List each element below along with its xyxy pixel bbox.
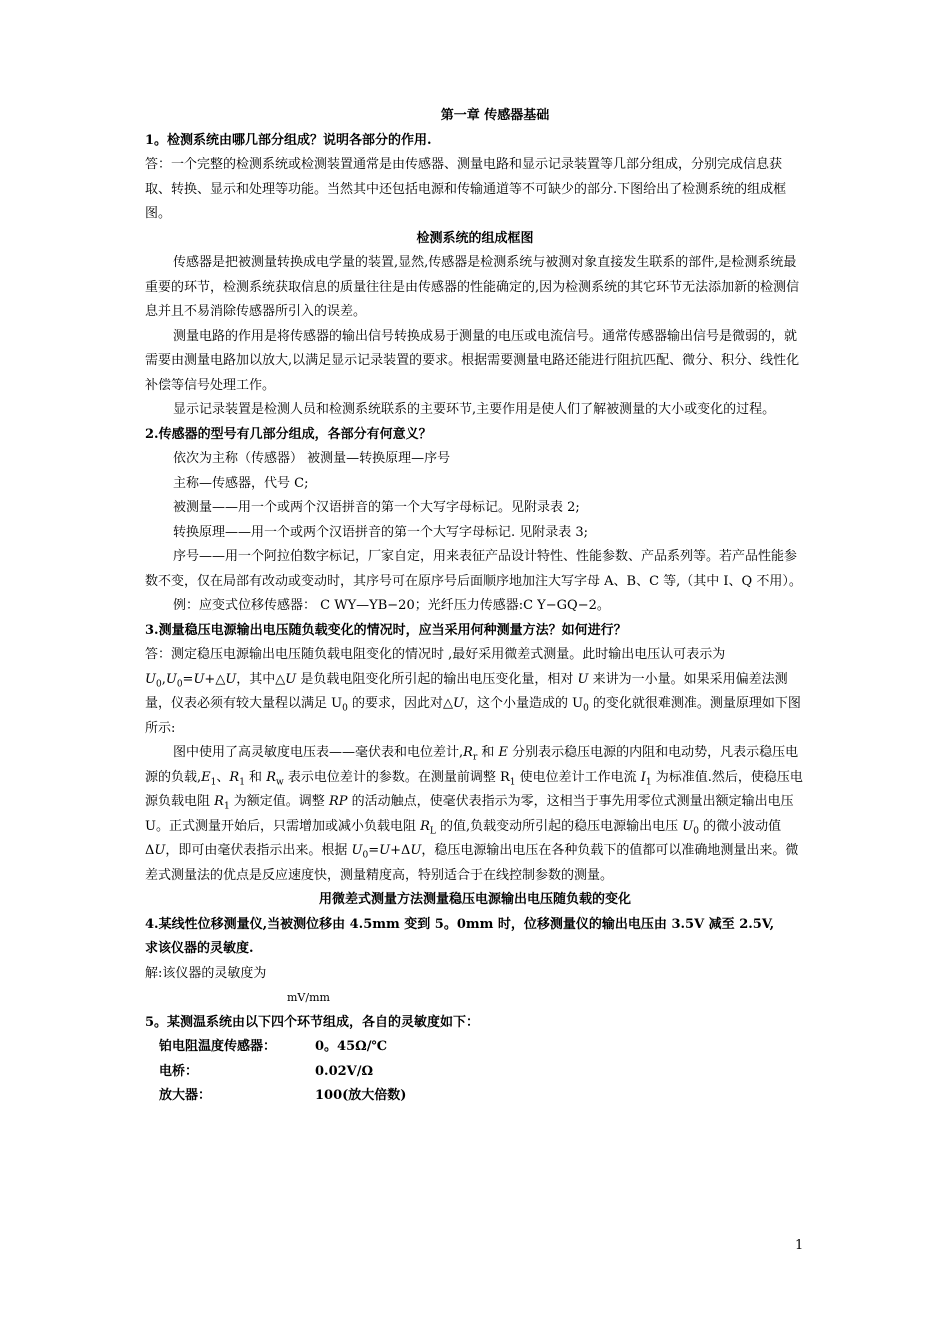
model-line-5: 序号——用一个阿拉伯数字标记，厂家自定，用来表征产品设计特性、性能参数、产品系列等。若产品性能参数不变，仅在局部有改动或变动时，其序号可在原序号后面顺序地加注大写字母 A、B、C 等,（其中 I、Q 不用）。 [145,549,802,589]
question-2: 2.传感器的型号有几部分组成，各部分有何意义？ [145,426,432,442]
model-line-2: 主称—传感器，代号 C; [173,475,309,491]
paragraph-circuit: 测量电路的作用是将传感器的输出信号转换成易于测量的电压或电流信号。通常传感器输出信号是微弱的，就需要由测量电路加以放大,以满足显示记录装置的要求。根据需要测量电路还能进行阻抗匹配、微分、积分、线性化补偿等信号处理工作。 [145,328,800,393]
question-4-line-2: 求该仪器的灵敏度. [145,941,254,956]
solution-4: 解:该仪器的灵敏度为 [145,965,267,981]
question-4-line-1: 4.某线性位移测量仪,当被测位移由 4.5mm 变到 5。0mm 时，位移测量仪的输出电压由 3.5V 减至 2.5V, [145,916,775,932]
chapter-title: 第一章 传感器基础 [440,108,550,123]
question-5: 5。某测温系统由以下四个环节组成，各自的灵敏度如下： [145,1014,480,1030]
sensitivity-unit: mV/mm [287,991,330,1004]
answer-3: 答：测定稳压电源输出电压随负载电阻变化的情况时 ,最好采用微差式测量。此时输出电压认可表示为$U_0,U_0=U+\triangle U$，其中△U 是负载电阻变化所引起的输出电压变化量，相对 U 来讲为一小量。如果采用偏差法测量，仪表必须有较大量程以满足 $U_0$ 的要求，因此对△U，这个小量造成的 $U_0$ 的变化就很难测准。测量原理如下图所示: [145,647,801,736]
model-line-3: 被测量——用一个或两个汉语拼音的第一个大写字母标记。见附录表 2; [173,500,580,515]
model-line-1: 依次为主称（传感器） 被测量—转换原理—序号 [173,451,451,466]
stage-row: 电桥： 0.02V/Ω [159,1063,374,1079]
figure-caption-2: 用微差式测量方法测量稳压电源输出电压随负载的变化 [318,892,631,907]
stage-row: 铂电阻温度传感器： 0。45Ω/℃ [159,1039,388,1054]
question-1: 1。检测系统由哪几部分组成？说明各部分的作用. [145,132,432,148]
figure-caption-1: 检测系统的组成框图 [416,230,534,246]
paragraph-sensor: 传感器是把被测量转换成电学量的装置,显然,传感器是检测系统与被测对象直接发生联系的部件,是检测系统最重要的环节，检测系统获取信息的质量往往是由传感器的性能确定的,因为检测系统的其它环节无法添加新的检测信息并且不易消除传感器所引入的误差。 [145,255,800,319]
document-body [145,104,805,1109]
paragraph-display: 显示记录装置是检测人员和检测系统联系的主要环节,主要作用是使人们了解被测量的大小或变化的过程。 [173,402,776,417]
page-number: 1 [795,1238,804,1253]
stage-row: 放大器： 100(放大倍数) [159,1088,407,1103]
question-3: 3.测量稳压电源输出电压随负载变化的情况时，应当采用何种测量方法？如何进行？ [145,622,627,638]
model-example: 例：应变式位移传感器： C WY—YB−20；光纤压力传感器:C Y−GQ−2。 [173,598,610,613]
answer-1: 答：一个完整的检测系统或检测装置通常是由传感器、测量电路和显示记录装置等几部分组成，分别完成信息获取、转换、显示和处理等功能。当然其中还包括电源和传输通道等不可缺少的部分.下图给出了检测系统的组成框图。 [145,157,787,221]
paragraph-principle: 图中使用了高灵敏度电压表——毫伏表和电位差计$,R_r$ 和 E 分别表示稳压电源的内阻和电动势，凡表示稳压电源的负载$,E_1$、$R_1$ 和 $R_w$ 表示电位差计的参数。在测量前调整 $R_1$ 使电位差计工作电流 $I_1$ 为标准值.然后，使稳压电源负载电阻 $R_1$ 为额定值。调整 RP 的活动触点，使毫伏表指示为零，这相当于事先用零位式测量出额定输出电压 U。正式测量开始后，只需增加或减小负载电阻 $R_L$ 的值,负载变动所引起的稳压电源输出电压 $U_0$ 的微小波动值 ΔU，即可由毫伏表指示出来。根据 $U_0=U+\Delta U$，稳压电源输出电压在各种负载下的值都可以准确地测量出来。微差式测量法的优点是反应速度快，测量精度高，特别适合于在线控制参数的测量。 [145,745,803,883]
model-line-4: 转换原理——用一个或两个汉语拼音的第一个大写字母标记. 见附录表 3; [173,524,589,540]
